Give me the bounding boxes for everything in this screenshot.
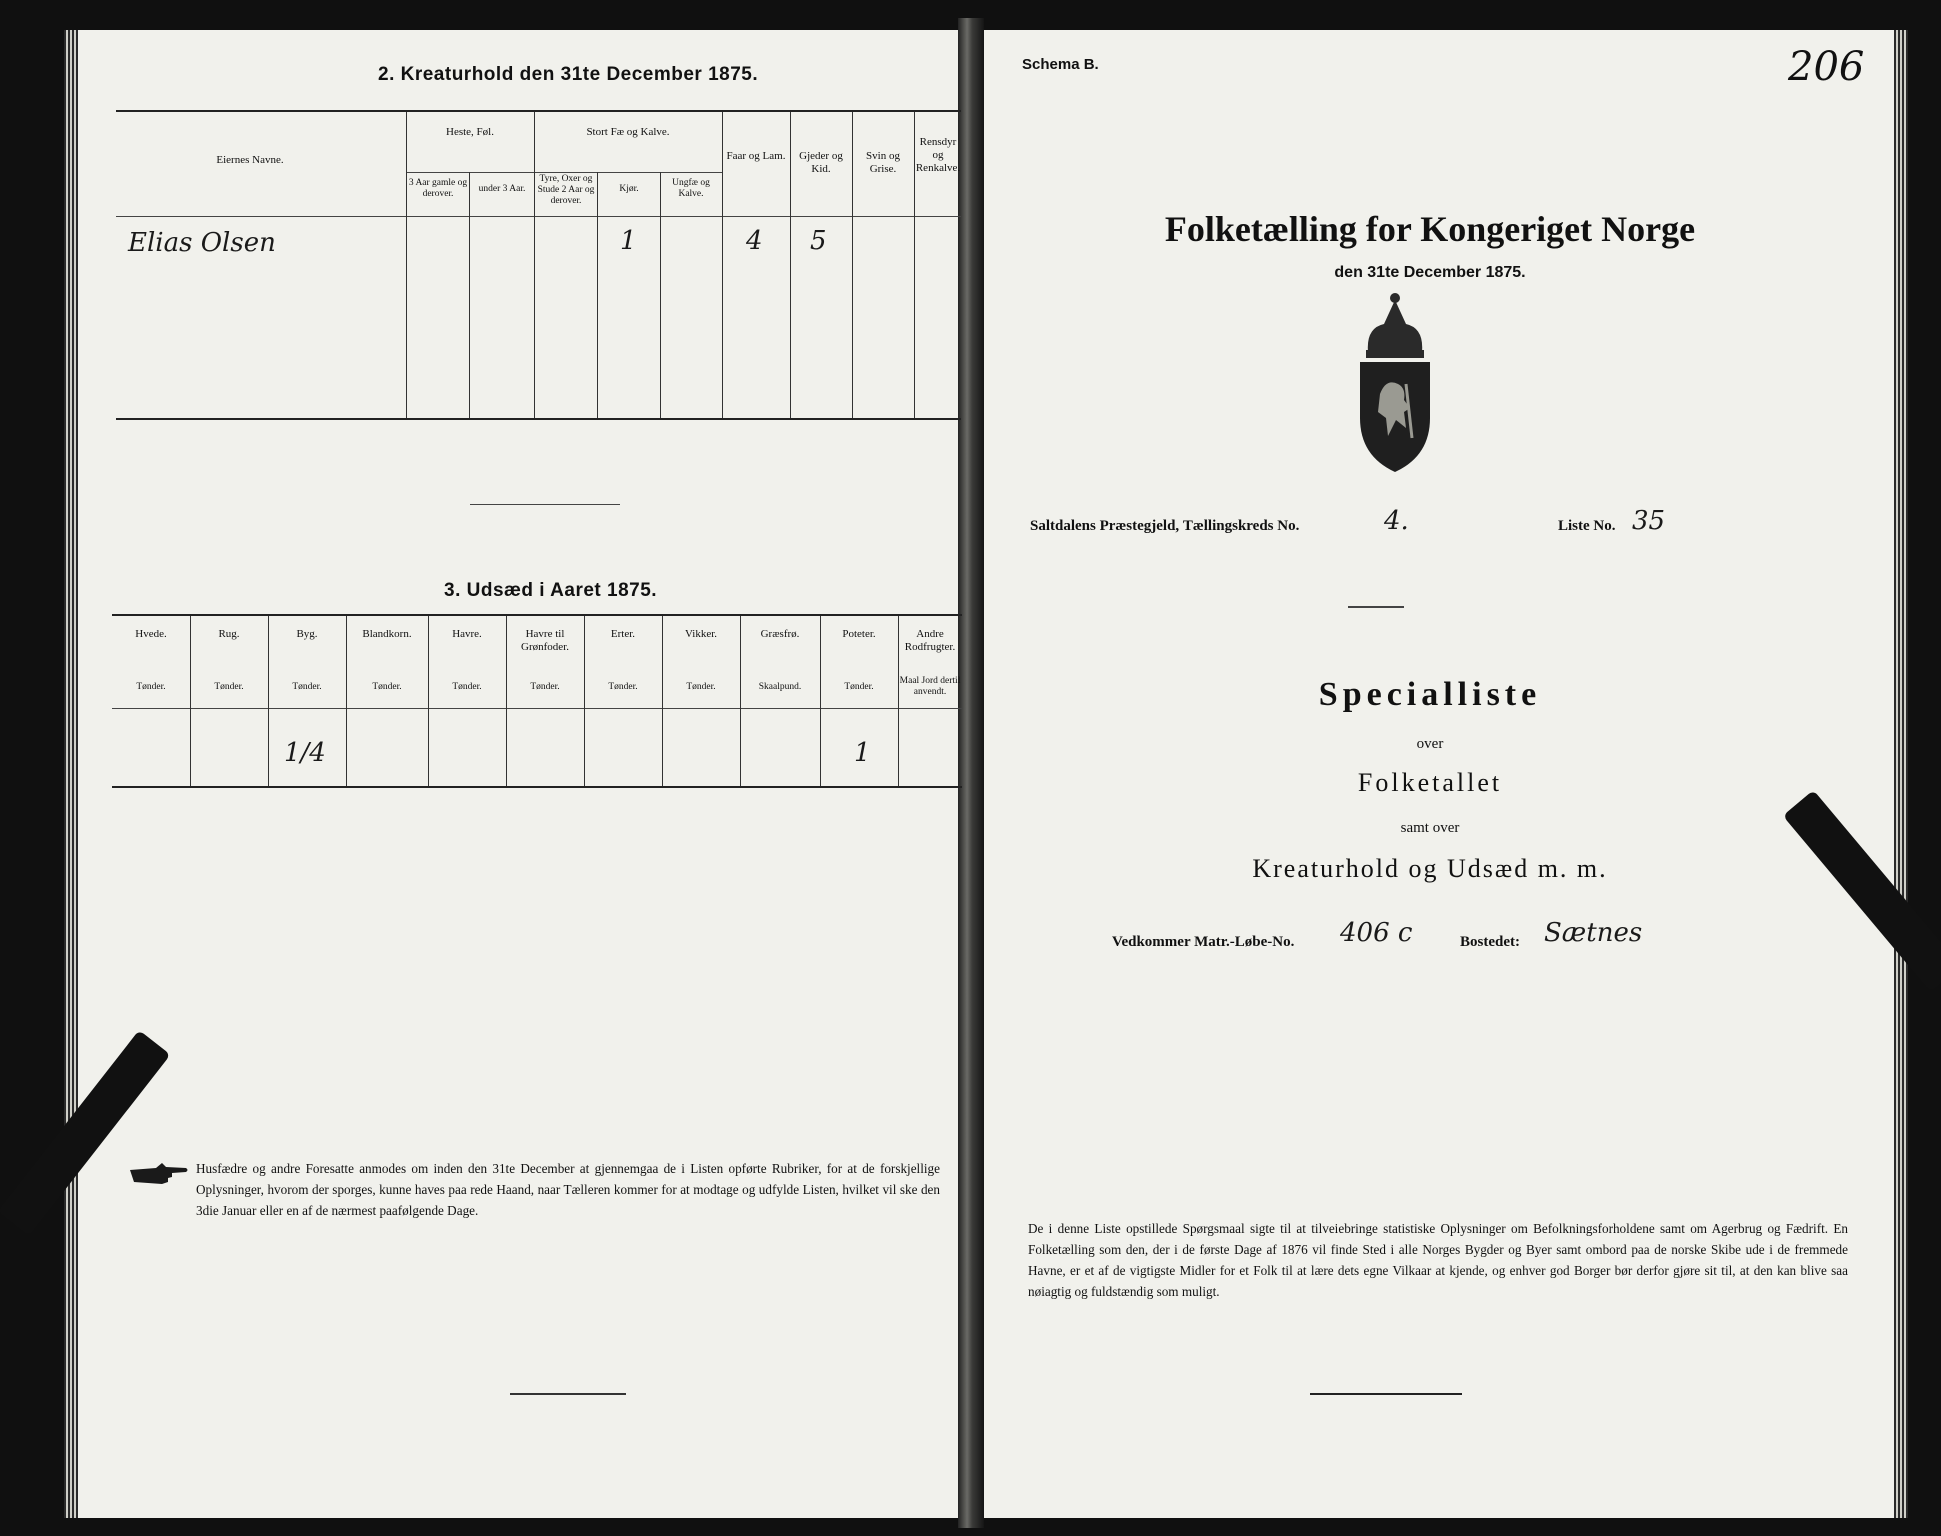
section3-title: 3. Udsæd i Aaret 1875. (444, 580, 658, 601)
poteter-value: 1 (854, 738, 871, 768)
seed-col-unit: Tønder. (214, 682, 244, 692)
col-reindeer-header: Rensdyr og Renkalve. (915, 136, 961, 174)
seed-table-top-rule (112, 614, 962, 616)
census-date: den 31te December 1875. (1334, 264, 1526, 281)
seed-col-name: Byg. (296, 628, 318, 640)
seed-col-unit: Tønder. (452, 682, 482, 692)
col-horses-young-header: under 3 Aar. (478, 184, 526, 194)
krets-label: Tællingskreds No. (1182, 518, 1300, 534)
col-divider (852, 112, 853, 418)
over-text: over (1416, 736, 1444, 752)
byg-value: 1/4 (284, 738, 326, 768)
col-horses-old-header: 3 Aar gamle og derover. (408, 178, 468, 199)
page-number: 206 (1788, 44, 1865, 90)
bosted-label: Bostedet: (1460, 934, 1520, 950)
col-cattle-header: Stort Fæ og Kalve. (586, 126, 670, 138)
col-divider (662, 616, 663, 786)
horses-group-rule (406, 172, 534, 173)
instruction-text: Husfædre og andre Foresatte anmodes om inden den 31te December at gjennemgaa de i Listen opførte Rubriker, for at de forskjellige Oplysninger, hvorom der sporges, kunne haves paa rede Haand, naar Tælleren kommer for at modtage og udfylde Listen, hvilket vil ske den 3die Januar eller en af de nærmest paafølgende Dage. (196, 1161, 940, 1218)
footer-rule (1310, 1393, 1462, 1395)
section2-title: 2. Kreaturhold den 31te December 1875. (378, 64, 759, 85)
seed-col-name: Græsfrø. (760, 628, 800, 640)
right-page-edge (1894, 30, 1908, 1518)
prestegjeld-label: Præstegjeld, (1099, 518, 1180, 534)
seed-col-name: Havre til Grønfoder. (521, 628, 569, 653)
specialliste-heading: Specialliste (1318, 676, 1542, 713)
short-rule (1348, 606, 1404, 608)
col-divider (740, 616, 741, 786)
seed-col-name: Andre Rodfrugter. (904, 628, 956, 653)
col-goats-header: Gjeder og Kid. (799, 150, 843, 175)
census-title: Folketælling for Kongeriget Norge (1164, 209, 1696, 249)
liste-label: Liste No. (1558, 518, 1616, 534)
col-cattle-young-header: Ungfæ og Kalve. (672, 178, 710, 199)
seed-header-rule (112, 708, 962, 709)
col-divider (406, 112, 407, 418)
bleed-through-left (112, 380, 152, 1060)
col-cattle-cows-header: Kjør. (619, 184, 639, 194)
sheep-value: 4 (746, 226, 763, 256)
col-divider (584, 616, 585, 786)
seed-col-unit: Skaalpund. (758, 682, 802, 692)
matr-value: 406 c (1340, 918, 1413, 948)
cattle-group-rule (534, 172, 722, 173)
seed-col-unit: Tønder. (530, 682, 560, 692)
krets-value: 4. (1384, 506, 1409, 536)
seed-col-name: Blandkorn. (362, 628, 412, 640)
footer-text: De i denne Liste opstillede Spørgsmaal sigte til at tilveiebringe statistiske Oplysninger om Befolkningsforholdene samt om Agerbrug og Fædrift. En Folketælling som den, der i de første Dage af 1876 vil finde Sted i alle Norges Bygder og Byer samt ombord paa de norske Skibe ude i de fremmede Havne, er et af de vigtigste Midler for et Folk til at lære dets egne Vilkaar at kjende, og enhver god Borger bør derfor gjøre sit til, at den kan blive saa nøiagtig og fuldstændig som muligt. (1028, 1221, 1848, 1299)
seed-col-unit: Tønder. (136, 682, 166, 692)
livestock-header-rule (116, 216, 961, 217)
col-divider (820, 616, 821, 786)
seed-col-name: Havre. (452, 628, 482, 640)
pointing-hand-icon (128, 1160, 190, 1188)
left-page-edge (64, 30, 78, 1518)
col-owner-header: Eiernes Navne. (216, 154, 284, 166)
col-divider (268, 616, 269, 786)
seed-col-name: Vikker. (684, 628, 718, 640)
matr-label: Vedkommer Matr.-Løbe-No. (1112, 934, 1295, 950)
cattle-cows-value: 1 (620, 226, 637, 256)
col-horses-header: Heste, Føl. (446, 126, 494, 138)
livestock-table-top-rule (116, 110, 961, 112)
book-spine (958, 18, 984, 1528)
seed-col-unit: Tønder. (292, 682, 322, 692)
col-cattle-bulls-header: Tyre, Oxer og Stude 2 Aar og derover. (537, 174, 595, 206)
parish-line (1030, 518, 1299, 535)
seed-col-unit: Maal Jord dertil anvendt. (899, 676, 961, 697)
kreaturhold-text: Kreaturhold og Udsæd m. m. (1252, 854, 1608, 883)
col-divider (190, 616, 191, 786)
col-divider (660, 172, 661, 418)
seed-col-unit: Tønder. (844, 682, 874, 692)
seed-col-unit: Tønder. (372, 682, 402, 692)
liste-value: 35 (1632, 506, 1666, 536)
col-divider (722, 112, 723, 418)
col-divider (597, 172, 598, 418)
folketallet-text: Folketallet (1357, 768, 1503, 797)
seed-col-name: Hvede. (135, 628, 167, 640)
col-divider (790, 112, 791, 418)
bosted-value: Sætnes (1544, 918, 1643, 948)
col-divider (428, 616, 429, 786)
col-pigs-header: Svin og Grise. (866, 150, 900, 175)
seed-col-name: Poteter. (842, 628, 876, 640)
separator-rule (470, 504, 620, 505)
owner-name: Elias Olsen (128, 228, 276, 258)
schema-label: Schema B. (1022, 56, 1099, 73)
col-sheep-header: Faar og Lam. (726, 150, 786, 162)
coat-of-arms-icon (1346, 288, 1444, 478)
col-divider (534, 112, 535, 418)
seed-table-bottom-rule (112, 786, 962, 788)
seed-col-name: Erter. (610, 628, 636, 640)
seed-col-unit: Tønder. (608, 682, 638, 692)
col-divider (469, 172, 470, 418)
seed-col-name: Rug. (218, 628, 240, 640)
col-divider (346, 616, 347, 786)
prestegjeld-name: Saltdalens (1030, 518, 1096, 534)
signature-line (510, 1393, 626, 1395)
livestock-table-bottom-rule (116, 418, 961, 420)
seed-col-unit: Tønder. (686, 682, 716, 692)
samt-over-text: samt over (1400, 820, 1460, 836)
goats-value: 5 (810, 226, 827, 256)
